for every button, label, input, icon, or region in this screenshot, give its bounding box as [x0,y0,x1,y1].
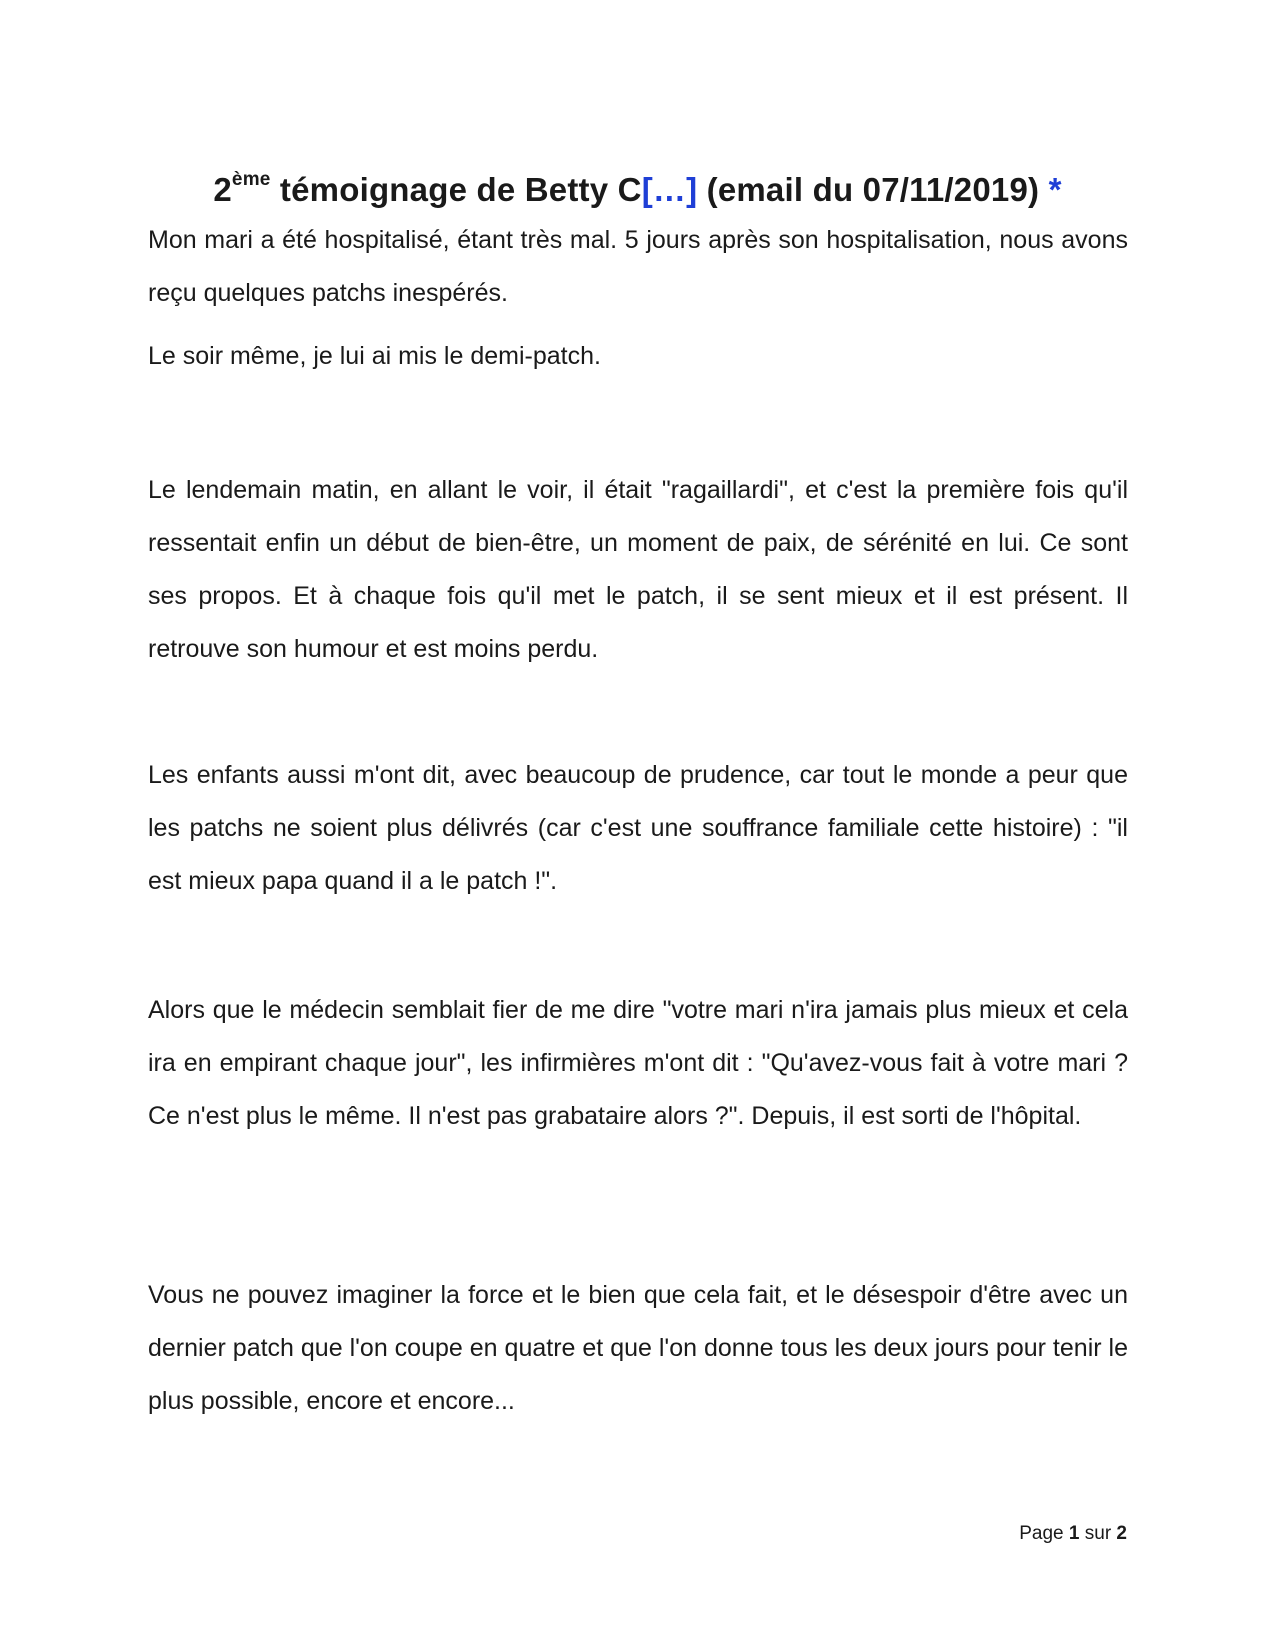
paragraph-5: Alors que le médecin semblait fier de me dire "votre mari n'ira jamais plus mieux et cela ira en empirant chaque jour", les infirmières m'ont dit : "Qu'avez-vous fait à votre mari ? Ce n'est plus le même. Il n'est pas grabataire alors ?". Depuis, il est sorti de l'hôpital. [148,996,1128,1130]
footer-total-pages: 2 [1116,1523,1127,1544]
page-number-footer [1019,1522,1127,1546]
paragraph-4: Les enfants aussi m'ont dit, avec beaucoup de prudence, car tout le monde a peur que les patchs ne soient plus délivrés (car c'est une souffrance familiale cette histoire) : "il est mieux papa quand il a le patch !". [148,761,1128,895]
footer-separator: sur [1079,1523,1117,1544]
page-title [0,170,1275,210]
title-ordinal-suffix: ème [231,169,271,191]
footer-current-page: 1 [1068,1523,1080,1544]
paragraph-2: Le soir même, je lui ai mis le demi-patch. [148,342,601,370]
title-ordinal-number: 2 [213,171,232,209]
paragraph-1: Mon mari a été hospitalisé, étant très mal. 5 jours après son hospitalisation, nous avons reçu quelques patchs inespérés. [148,226,1128,307]
paragraph-3: Le lendemain matin, en allant le voir, il était "ragaillardi", et c'est la première fois qu'il ressentait enfin un début de bien-être, un moment de paix, de sérénité en lui. Ce sont ses propos. Et à chaque fois qu'il met le patch, il se sent mieux et il est présent. Il retrouve son humour et est moins perdu. [148,476,1128,663]
title-asterisk: * [1048,171,1062,209]
paragraph-6: Vous ne pouvez imaginer la force et le bien que cela fait, et le désespoir d'être avec un dernier patch que l'on coupe en quatre et que l'on donne tous les deux jours pour tenir le plus possible, encore et encore... [148,1281,1128,1415]
title-redaction-marker: […] [641,171,698,209]
footer-prefix: Page [1019,1523,1069,1544]
title-text-before-name: témoignage de Betty C [270,171,642,209]
title-text-after-name: (email du 07/11/2019) [697,171,1049,209]
